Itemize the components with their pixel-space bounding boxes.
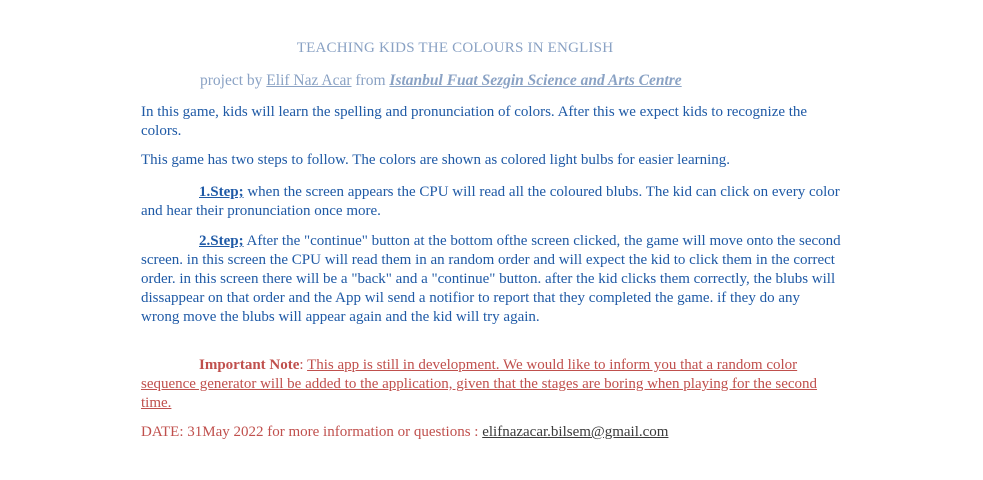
step2-text: After the "continue" button at the bottom ofthe screen clicked, the game will move onto the second screen. in this screen the CPU will read them in an random order and will expect the kid to click them in the correct order. in this screen there will be a "back" and a "continue" button. after the kid clicks them correctly, the blubs will dissappear on that order and the App wil send a notifior to report that they completed the game. if they do any wrong move the blubs will appear again and the kid will try again.: [141, 233, 841, 325]
step1-text: when the screen appears the CPU will read all the coloured blubs. The kid can click on every color and hear their pronunciation once more.: [141, 184, 840, 219]
note-label: Important Note: [199, 357, 300, 373]
steps-intro-paragraph: This game has two steps to follow. The colors are shown as colored light bulbs for easier learning.: [141, 152, 731, 168]
date-text: DATE: 31May 2022 for more information or questions :: [141, 424, 483, 440]
author-link[interactable]: Elif Naz Acar: [266, 72, 352, 89]
step2-label: 2.Step;: [199, 233, 244, 249]
note-separator: :: [299, 357, 308, 373]
organization-link[interactable]: Istanbul Fuat Sezgin Science and Arts Centre: [389, 72, 682, 89]
intro-paragraph: In this game, kids will learn the spelling and pronunciation of colors. After this we expect kids to recognize the colors.: [141, 104, 808, 139]
byline-prefix: project by: [200, 72, 267, 89]
page-title: TEACHING KIDS THE COLOURS IN ENGLISH: [296, 40, 614, 56]
byline: [200, 72, 682, 90]
step1-paragraph: [141, 183, 841, 221]
step1-label: 1.Step;: [199, 184, 244, 200]
email-link[interactable]: elifnazacar.bilsem@gmail.com: [482, 424, 669, 440]
step2-paragraph: [141, 232, 841, 327]
byline-middle: from: [351, 72, 390, 89]
important-note-paragraph: [141, 356, 831, 413]
footer-line: [141, 423, 841, 442]
note-text: This app is still in development. We would like to inform you that a random color sequence generator will be added to the application, given that the stages are boring when playing for the second time.: [141, 357, 818, 411]
